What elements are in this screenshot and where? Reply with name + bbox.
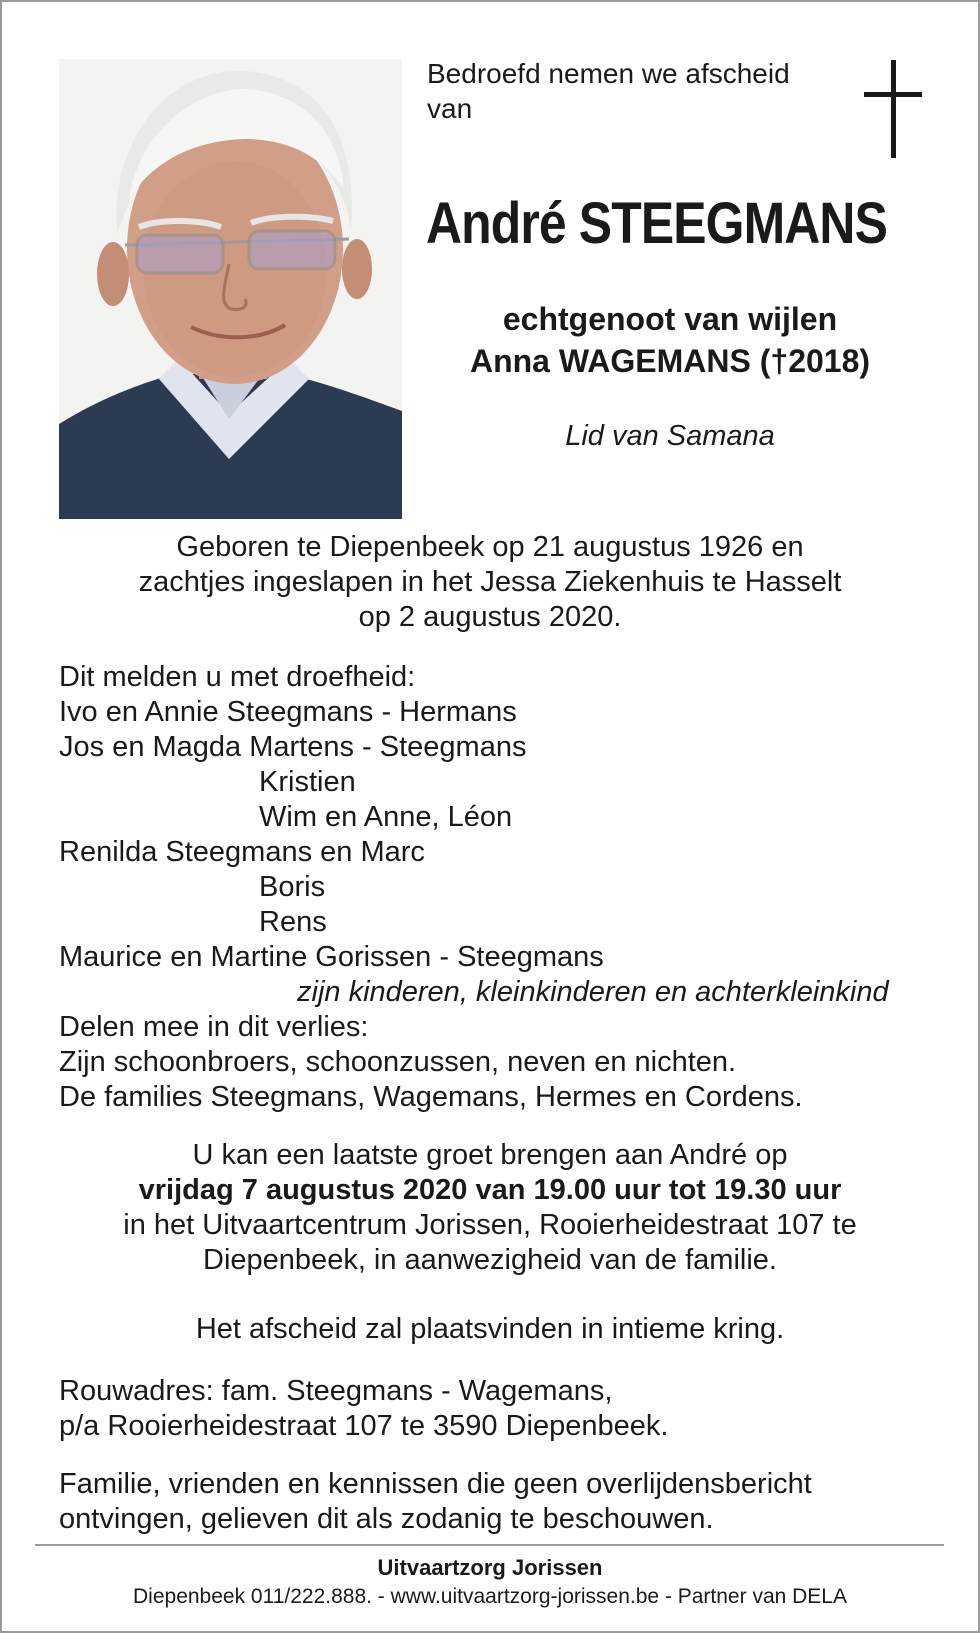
family-member: Boris [259, 871, 326, 903]
birth-line: Geboren te Diepenbeek op 21 augustus 1926 en [176, 531, 804, 563]
family-member: Jos en Magda Martens - Steegmans [59, 731, 527, 763]
share-intro: Delen mee in dit verlies: [59, 1011, 369, 1043]
family-list [59, 660, 939, 1115]
spouse-line: echtgenoot van wijlen [502, 301, 838, 337]
footer-divider [35, 1544, 944, 1546]
family-intro: Dit melden u met droefheid: [59, 661, 416, 693]
visit-line: in het Uitvaartcentrum Jorissen, Rooierheidestraat 107 te [123, 1209, 857, 1241]
portrait-photo [59, 59, 402, 519]
family-member: Kristien [259, 766, 356, 798]
notice-line: Familie, vrienden en kennissen die geen overlijdensbericht [59, 1468, 812, 1500]
address-line: p/a Rooierheidestraat 107 te 3590 Diepenbeek. [59, 1410, 669, 1442]
membership-text: Lid van Samana [565, 420, 775, 452]
cross-icon [864, 60, 922, 158]
visit-datetime: vrijdag 7 augustus 2020 van 19.00 uur tot 19.30 uur [138, 1174, 842, 1206]
family-member: Rens [259, 906, 327, 938]
family-member: Maurice en Martine Gorissen - Steegmans [59, 941, 604, 973]
notice-line: ontvingen, gelieven dit als zodanig te beschouwen. [59, 1503, 714, 1535]
visitation-info [40, 1138, 940, 1278]
birth-line: zachtjes ingeslapen in het Jessa Ziekenhuis te Hasselt [138, 566, 842, 598]
family-member: Ivo en Annie Steegmans - Hermans [59, 696, 517, 728]
funeral-home-name: Uitvaartzorg Jorissen [377, 1555, 603, 1580]
address-line: Rouwadres: fam. Steegmans - Wagemans, [59, 1375, 613, 1407]
birth-line: op 2 augustus 2020. [358, 601, 622, 633]
family-relation: zijn kinderen, kleinkinderen en achterkleinkind [297, 976, 889, 1008]
intro-text [427, 56, 847, 126]
funeral-home-contact: Diepenbeek 011/222.888. - www.uitvaartzorg-jorissen.be - Partner van DELA [133, 1585, 847, 1608]
family-member: Renilda Steegmans en Marc [59, 836, 425, 868]
birth-death-info [40, 530, 940, 635]
share-line: Zijn schoonbroers, schoonzussen, neven en nichten. [59, 1046, 737, 1078]
visit-line: Diepenbeek, in aanwezigheid van de familie. [203, 1244, 777, 1276]
mourning-address [59, 1374, 939, 1444]
spouse-info [420, 298, 920, 382]
intro-line: van [427, 93, 473, 124]
intro-line: Bedroefd nemen we afscheid [427, 58, 790, 89]
notice-text [59, 1467, 939, 1537]
visit-line: U kan een laatste groet brengen aan André op [192, 1139, 788, 1171]
farewell-text: Het afscheid zal plaatsvinden in intieme kring. [195, 1313, 785, 1345]
spouse-line: Anna WAGEMANS (†2018) [469, 343, 871, 379]
family-member: Wim en Anne, Léon [259, 801, 513, 833]
share-line: De families Steegmans, Wagemans, Hermes en Cordens. [59, 1081, 803, 1113]
deceased-name: André STEEGMANS [426, 191, 888, 256]
